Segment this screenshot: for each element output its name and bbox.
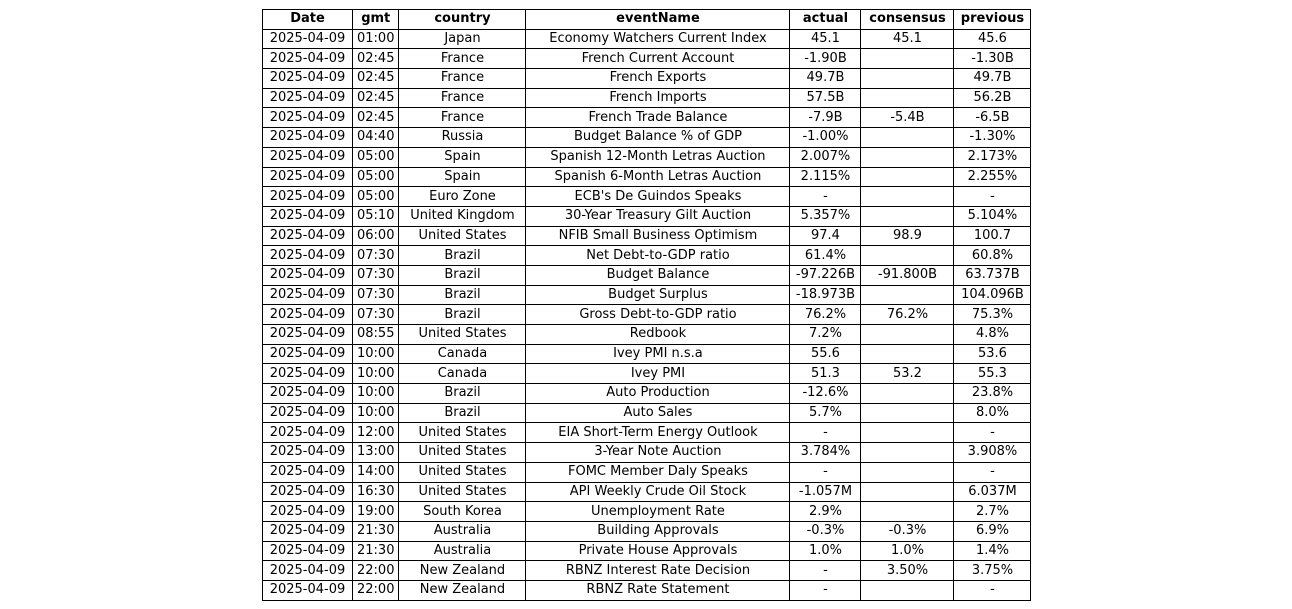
cell-date: 2025-04-09 xyxy=(263,423,353,443)
cell-date: 2025-04-09 xyxy=(263,462,353,482)
column-header-event-name: eventName xyxy=(526,10,790,30)
cell-actual: 61.4% xyxy=(790,246,861,266)
cell-date: 2025-04-09 xyxy=(263,403,353,423)
cell-country: Spain xyxy=(399,147,526,167)
cell-date: 2025-04-09 xyxy=(263,265,353,285)
cell-country: France xyxy=(399,108,526,128)
column-header-consensus: consensus xyxy=(861,10,954,30)
cell-gmt: 16:30 xyxy=(353,482,399,502)
cell-gmt: 05:10 xyxy=(353,206,399,226)
cell-consensus: 3.50% xyxy=(861,561,954,581)
table-row xyxy=(263,482,1031,502)
cell-consensus xyxy=(861,462,954,482)
table-row xyxy=(263,49,1031,69)
cell-previous: 75.3% xyxy=(954,305,1031,325)
cell-gmt: 05:00 xyxy=(353,167,399,187)
cell-country: New Zealand xyxy=(399,580,526,600)
cell-country: Canada xyxy=(399,364,526,384)
cell-consensus xyxy=(861,206,954,226)
cell-country: France xyxy=(399,49,526,69)
cell-event-name: Redbook xyxy=(526,325,790,345)
cell-event-name: RBNZ Rate Statement xyxy=(526,580,790,600)
cell-date: 2025-04-09 xyxy=(263,226,353,246)
cell-gmt: 12:00 xyxy=(353,423,399,443)
cell-country: France xyxy=(399,88,526,108)
cell-event-name: EIA Short-Term Energy Outlook xyxy=(526,423,790,443)
cell-consensus: -91.800B xyxy=(861,265,954,285)
cell-gmt: 02:45 xyxy=(353,49,399,69)
cell-event-name: FOMC Member Daly Speaks xyxy=(526,462,790,482)
cell-date: 2025-04-09 xyxy=(263,384,353,404)
table-row xyxy=(263,423,1031,443)
cell-country: France xyxy=(399,69,526,89)
table-row xyxy=(263,541,1031,561)
cell-previous: 63.737B xyxy=(954,265,1031,285)
cell-event-name: Private House Approvals xyxy=(526,541,790,561)
column-header-gmt: gmt xyxy=(353,10,399,30)
cell-country: United States xyxy=(399,482,526,502)
cell-actual: 55.6 xyxy=(790,344,861,364)
cell-country: Euro Zone xyxy=(399,187,526,207)
cell-actual: 5.357% xyxy=(790,206,861,226)
cell-consensus xyxy=(861,167,954,187)
cell-consensus xyxy=(861,502,954,522)
cell-date: 2025-04-09 xyxy=(263,285,353,305)
cell-country: Australia xyxy=(399,541,526,561)
cell-consensus xyxy=(861,285,954,305)
cell-consensus xyxy=(861,246,954,266)
cell-previous: -1.30% xyxy=(954,128,1031,148)
cell-previous: 23.8% xyxy=(954,384,1031,404)
cell-country: Brazil xyxy=(399,384,526,404)
cell-event-name: Spanish 6-Month Letras Auction xyxy=(526,167,790,187)
cell-date: 2025-04-09 xyxy=(263,206,353,226)
cell-date: 2025-04-09 xyxy=(263,187,353,207)
cell-previous: - xyxy=(954,423,1031,443)
cell-consensus: 76.2% xyxy=(861,305,954,325)
cell-event-name: 30-Year Treasury Gilt Auction xyxy=(526,206,790,226)
table-row xyxy=(263,561,1031,581)
cell-previous: 6.037M xyxy=(954,482,1031,502)
cell-consensus xyxy=(861,403,954,423)
cell-actual: 45.1 xyxy=(790,29,861,49)
cell-previous: 6.9% xyxy=(954,521,1031,541)
cell-gmt: 07:30 xyxy=(353,265,399,285)
cell-event-name: Budget Surplus xyxy=(526,285,790,305)
table-row xyxy=(263,502,1031,522)
cell-consensus xyxy=(861,443,954,463)
cell-gmt: 13:00 xyxy=(353,443,399,463)
cell-previous: 104.096B xyxy=(954,285,1031,305)
table-header xyxy=(263,10,1031,30)
cell-actual: 7.2% xyxy=(790,325,861,345)
cell-previous: 60.8% xyxy=(954,246,1031,266)
cell-consensus: 53.2 xyxy=(861,364,954,384)
cell-previous: 3.75% xyxy=(954,561,1031,581)
cell-date: 2025-04-09 xyxy=(263,521,353,541)
cell-consensus xyxy=(861,580,954,600)
cell-date: 2025-04-09 xyxy=(263,344,353,364)
column-header-date: Date xyxy=(263,10,353,30)
cell-event-name: Budget Balance % of GDP xyxy=(526,128,790,148)
cell-previous: - xyxy=(954,187,1031,207)
cell-date: 2025-04-09 xyxy=(263,305,353,325)
cell-country: Russia xyxy=(399,128,526,148)
table-row xyxy=(263,325,1031,345)
cell-consensus xyxy=(861,423,954,443)
cell-gmt: 08:55 xyxy=(353,325,399,345)
cell-previous: 5.104% xyxy=(954,206,1031,226)
table-row xyxy=(263,443,1031,463)
cell-event-name: RBNZ Interest Rate Decision xyxy=(526,561,790,581)
cell-date: 2025-04-09 xyxy=(263,541,353,561)
cell-gmt: 05:00 xyxy=(353,147,399,167)
cell-previous: 45.6 xyxy=(954,29,1031,49)
cell-gmt: 10:00 xyxy=(353,364,399,384)
table-row xyxy=(263,580,1031,600)
cell-event-name: French Current Account xyxy=(526,49,790,69)
cell-country: Brazil xyxy=(399,265,526,285)
cell-gmt: 21:30 xyxy=(353,521,399,541)
cell-event-name: Auto Production xyxy=(526,384,790,404)
cell-country: Brazil xyxy=(399,305,526,325)
cell-actual: -97.226B xyxy=(790,265,861,285)
cell-previous: - xyxy=(954,580,1031,600)
cell-country: United Kingdom xyxy=(399,206,526,226)
cell-gmt: 01:00 xyxy=(353,29,399,49)
cell-date: 2025-04-09 xyxy=(263,580,353,600)
table-row xyxy=(263,29,1031,49)
table-row xyxy=(263,88,1031,108)
cell-actual: 2.007% xyxy=(790,147,861,167)
cell-actual: 51.3 xyxy=(790,364,861,384)
cell-date: 2025-04-09 xyxy=(263,364,353,384)
table-row xyxy=(263,206,1031,226)
cell-actual: -0.3% xyxy=(790,521,861,541)
cell-consensus: 98.9 xyxy=(861,226,954,246)
cell-date: 2025-04-09 xyxy=(263,108,353,128)
cell-event-name: 3-Year Note Auction xyxy=(526,443,790,463)
cell-actual: 5.7% xyxy=(790,403,861,423)
cell-date: 2025-04-09 xyxy=(263,128,353,148)
table-row xyxy=(263,521,1031,541)
table-row xyxy=(263,69,1031,89)
cell-consensus xyxy=(861,88,954,108)
cell-actual: 2.115% xyxy=(790,167,861,187)
cell-country: Australia xyxy=(399,521,526,541)
cell-date: 2025-04-09 xyxy=(263,29,353,49)
cell-actual: 49.7B xyxy=(790,69,861,89)
cell-previous: 49.7B xyxy=(954,69,1031,89)
cell-event-name: Gross Debt-to-GDP ratio xyxy=(526,305,790,325)
cell-actual: 57.5B xyxy=(790,88,861,108)
cell-country: Brazil xyxy=(399,285,526,305)
cell-actual: - xyxy=(790,580,861,600)
table-row xyxy=(263,128,1031,148)
cell-gmt: 05:00 xyxy=(353,187,399,207)
cell-gmt: 06:00 xyxy=(353,226,399,246)
cell-date: 2025-04-09 xyxy=(263,167,353,187)
cell-country: New Zealand xyxy=(399,561,526,581)
cell-previous: 2.7% xyxy=(954,502,1031,522)
cell-event-name: Ivey PMI n.s.a xyxy=(526,344,790,364)
table-row xyxy=(263,147,1031,167)
cell-date: 2025-04-09 xyxy=(263,69,353,89)
cell-actual: - xyxy=(790,462,861,482)
cell-previous: 8.0% xyxy=(954,403,1031,423)
cell-actual: 2.9% xyxy=(790,502,861,522)
cell-event-name: NFIB Small Business Optimism xyxy=(526,226,790,246)
cell-date: 2025-04-09 xyxy=(263,502,353,522)
cell-previous: 3.908% xyxy=(954,443,1031,463)
table-row xyxy=(263,108,1031,128)
cell-gmt: 22:00 xyxy=(353,580,399,600)
cell-event-name: Building Approvals xyxy=(526,521,790,541)
cell-gmt: 02:45 xyxy=(353,88,399,108)
cell-date: 2025-04-09 xyxy=(263,561,353,581)
cell-gmt: 10:00 xyxy=(353,403,399,423)
cell-consensus xyxy=(861,344,954,364)
cell-actual: -18.973B xyxy=(790,285,861,305)
cell-event-name: French Imports xyxy=(526,88,790,108)
cell-actual: 97.4 xyxy=(790,226,861,246)
cell-date: 2025-04-09 xyxy=(263,147,353,167)
cell-gmt: 14:00 xyxy=(353,462,399,482)
table-row xyxy=(263,305,1031,325)
cell-event-name: Unemployment Rate xyxy=(526,502,790,522)
column-header-actual: actual xyxy=(790,10,861,30)
table-row xyxy=(263,246,1031,266)
cell-gmt: 21:30 xyxy=(353,541,399,561)
cell-gmt: 04:40 xyxy=(353,128,399,148)
cell-actual: 3.784% xyxy=(790,443,861,463)
cell-consensus: -5.4B xyxy=(861,108,954,128)
cell-date: 2025-04-09 xyxy=(263,443,353,463)
table-row xyxy=(263,462,1031,482)
table-row xyxy=(263,285,1031,305)
cell-actual: -1.90B xyxy=(790,49,861,69)
table-row xyxy=(263,403,1031,423)
table-row xyxy=(263,265,1031,285)
cell-actual: 76.2% xyxy=(790,305,861,325)
table-row xyxy=(263,344,1031,364)
cell-event-name: API Weekly Crude Oil Stock xyxy=(526,482,790,502)
cell-consensus: -0.3% xyxy=(861,521,954,541)
cell-consensus: 45.1 xyxy=(861,29,954,49)
cell-consensus xyxy=(861,384,954,404)
cell-actual: -1.00% xyxy=(790,128,861,148)
cell-actual: -1.057M xyxy=(790,482,861,502)
cell-previous: 100.7 xyxy=(954,226,1031,246)
cell-gmt: 02:45 xyxy=(353,69,399,89)
cell-actual: - xyxy=(790,561,861,581)
table-row xyxy=(263,226,1031,246)
cell-previous: 1.4% xyxy=(954,541,1031,561)
cell-actual: 1.0% xyxy=(790,541,861,561)
cell-consensus xyxy=(861,325,954,345)
cell-consensus xyxy=(861,187,954,207)
cell-previous: 2.255% xyxy=(954,167,1031,187)
cell-actual: - xyxy=(790,187,861,207)
cell-event-name: Auto Sales xyxy=(526,403,790,423)
cell-gmt: 19:00 xyxy=(353,502,399,522)
cell-consensus xyxy=(861,147,954,167)
cell-date: 2025-04-09 xyxy=(263,482,353,502)
cell-country: Spain xyxy=(399,167,526,187)
cell-gmt: 10:00 xyxy=(353,384,399,404)
cell-gmt: 10:00 xyxy=(353,344,399,364)
cell-date: 2025-04-09 xyxy=(263,49,353,69)
table-row xyxy=(263,384,1031,404)
cell-previous: - xyxy=(954,462,1031,482)
cell-gmt: 07:30 xyxy=(353,246,399,266)
column-header-country: country xyxy=(399,10,526,30)
cell-previous: 2.173% xyxy=(954,147,1031,167)
cell-actual: - xyxy=(790,423,861,443)
cell-previous: 55.3 xyxy=(954,364,1031,384)
table-row xyxy=(263,364,1031,384)
cell-consensus xyxy=(861,69,954,89)
cell-consensus xyxy=(861,482,954,502)
cell-previous: -1.30B xyxy=(954,49,1031,69)
cell-event-name: Budget Balance xyxy=(526,265,790,285)
cell-country: United States xyxy=(399,325,526,345)
table-row xyxy=(263,187,1031,207)
economic-events-table xyxy=(262,9,1031,601)
cell-gmt: 07:30 xyxy=(353,285,399,305)
cell-date: 2025-04-09 xyxy=(263,246,353,266)
cell-date: 2025-04-09 xyxy=(263,88,353,108)
cell-event-name: ECB's De Guindos Speaks xyxy=(526,187,790,207)
cell-previous: -6.5B xyxy=(954,108,1031,128)
table-row xyxy=(263,167,1031,187)
cell-gmt: 07:30 xyxy=(353,305,399,325)
cell-event-name: French Exports xyxy=(526,69,790,89)
cell-actual: -12.6% xyxy=(790,384,861,404)
cell-country: Brazil xyxy=(399,246,526,266)
cell-consensus xyxy=(861,128,954,148)
cell-country: United States xyxy=(399,423,526,443)
cell-event-name: Economy Watchers Current Index xyxy=(526,29,790,49)
cell-country: Brazil xyxy=(399,403,526,423)
cell-country: Japan xyxy=(399,29,526,49)
cell-actual: -7.9B xyxy=(790,108,861,128)
cell-consensus xyxy=(861,49,954,69)
cell-previous: 53.6 xyxy=(954,344,1031,364)
cell-event-name: Net Debt-to-GDP ratio xyxy=(526,246,790,266)
cell-event-name: French Trade Balance xyxy=(526,108,790,128)
cell-consensus: 1.0% xyxy=(861,541,954,561)
cell-country: South Korea xyxy=(399,502,526,522)
column-header-previous: previous xyxy=(954,10,1031,30)
header-row xyxy=(263,10,1031,30)
table-body xyxy=(263,29,1031,600)
cell-previous: 4.8% xyxy=(954,325,1031,345)
cell-country: United States xyxy=(399,462,526,482)
cell-gmt: 22:00 xyxy=(353,561,399,581)
cell-gmt: 02:45 xyxy=(353,108,399,128)
cell-event-name: Spanish 12-Month Letras Auction xyxy=(526,147,790,167)
cell-country: United States xyxy=(399,226,526,246)
cell-country: United States xyxy=(399,443,526,463)
cell-country: Canada xyxy=(399,344,526,364)
cell-previous: 56.2B xyxy=(954,88,1031,108)
cell-date: 2025-04-09 xyxy=(263,325,353,345)
cell-event-name: Ivey PMI xyxy=(526,364,790,384)
